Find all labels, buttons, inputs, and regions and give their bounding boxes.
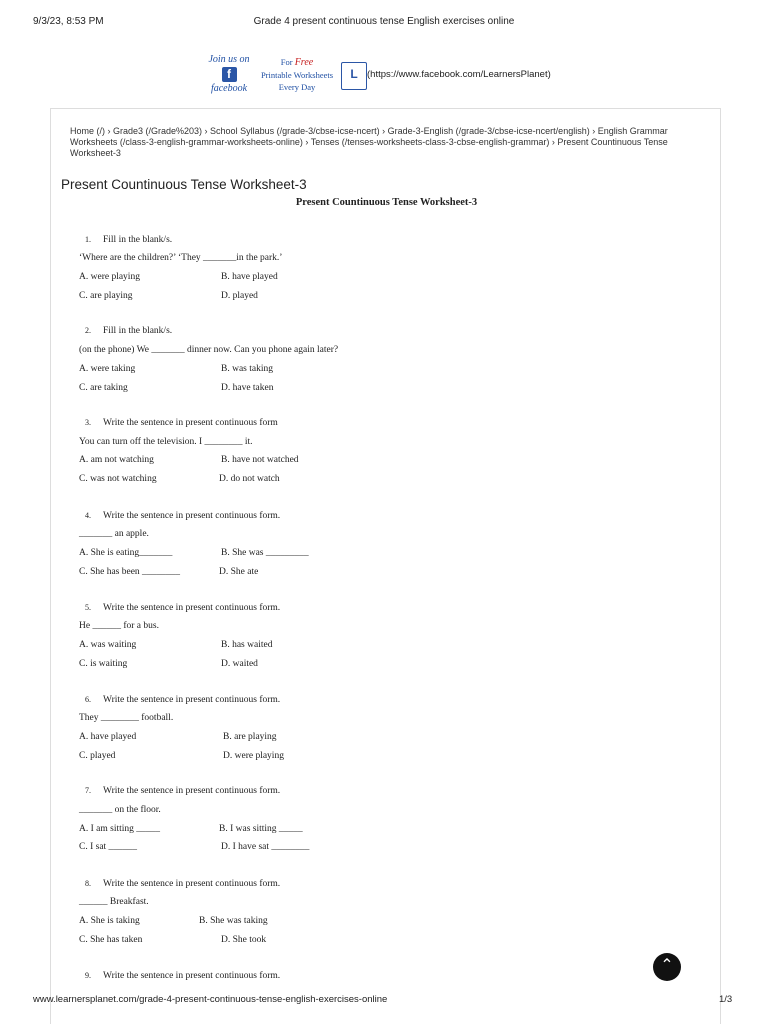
question-sentence: ‘Where are the children?’ ‘They _______in the park.’ [79,253,283,263]
option-b: B. have played [221,272,278,282]
question-instruction: Write the sentence in present continuous form. [103,603,281,613]
option-d: D. waited [221,659,258,669]
option-d: D. do not watch [219,474,280,484]
option-b: B. She was taking [199,916,268,926]
learners-planet-logo-icon: L [341,62,367,90]
question-instruction: Write the sentence in present continuous form [103,418,278,428]
option-c: C. She has taken [79,935,143,945]
join-text: Join us on [208,54,250,65]
option-a: A. have played [79,732,137,742]
option-b: B. are playing [223,732,277,742]
option-c: C. She has been ________ [79,567,181,577]
print-date: 9/3/23, 8:53 PM [33,16,104,27]
worksheet-title: Present Countinuous Tense Worksheet-3 [295,197,478,208]
option-b: B. has waited [221,640,273,650]
question-sentence: ______ Breakfast. [79,897,149,907]
question-instruction: Write the sentence in present continuous form. [103,879,281,889]
question-sentence: You can turn off the television. I ________ it. [79,437,253,447]
option-c: C. is waiting [79,659,128,669]
facebook-link[interactable]: (https://www.facebook.com/LearnersPlanet) [367,69,551,80]
print-title: Grade 4 present continuous tense English exercises online [253,16,515,27]
option-d: D. She ate [219,567,259,577]
question-number: 2. [85,326,91,335]
question-instruction: Write the sentence in present continuous form. [103,786,281,796]
question-number: 1. [85,235,91,244]
free-worksheets-text [255,56,339,93]
question-number: 3. [85,418,91,427]
content-card [50,108,721,1024]
join-facebook-badge[interactable] [205,54,253,95]
option-c: C. played [79,751,116,761]
option-d: D. She took [221,935,267,945]
question-number: 6. [85,695,91,704]
question-number: 4. [85,511,91,520]
option-b: B. I was sitting _____ [219,824,303,834]
facebook-text: facebook [210,83,248,94]
question-sentence: _______ an apple. [79,529,149,539]
page-title: Present Countinuous Tense Worksheet-3 [61,177,307,192]
option-d: D. were playing [223,751,284,761]
scroll-to-top-button[interactable] [653,953,681,981]
option-a: A. was waiting [79,640,137,650]
option-b: B. was taking [221,364,273,374]
option-d: D. I have sat ________ [221,842,310,852]
question-number: 9. [85,971,91,980]
option-a: A. She is taking [79,916,140,926]
question-instruction: Fill in the blank/s. [103,235,173,245]
option-a: A. were taking [79,364,136,374]
print-header [0,16,768,30]
question-sentence: (on the phone) We _______ dinner now. Can you phone again later? [79,345,339,355]
question-instruction: Fill in the blank/s. [103,326,173,336]
option-a: A. She is eating_______ [79,548,173,558]
footer-url: www.learnersplanet.com/grade-4-present-continuous-tense-english-exercises-online [33,994,388,1005]
question-instruction: Write the sentence in present continuous form. [103,695,281,705]
question-sentence: _______ on the floor. [79,805,161,815]
question-sentence: They ________ football. [79,713,174,723]
option-b: B. She was _________ [221,548,309,558]
option-d: D. have taken [221,383,274,393]
option-c: C. are playing [79,291,133,301]
question-instruction: Write the sentence in present continuous form. [103,971,281,981]
question-instruction: Write the sentence in present continuous form. [103,511,281,521]
breadcrumb[interactable]: Home (/) › Grade3 (/Grade%203) › School Syllabus (/grade-3/cbse-icse-ncert) › Grade-3-English (/grade-3/cbse-icse-ncert/english) › English Grammar Worksheets (/class-3-english-grammar-worksheets-online) › Tenses (/tenses-worksheets-class-3-cbse-english-grammar) › Present Countinuous Tense Worksheet-3 [70,126,668,158]
option-d: D. played [221,291,258,301]
for-text: For [280,57,293,67]
question-number: 8. [85,879,91,888]
facebook-icon: f [222,67,237,82]
question-number: 7. [85,786,91,795]
facebook-banner[interactable] [205,54,585,96]
option-c: C. I sat ______ [79,842,138,852]
option-c: C. are taking [79,383,128,393]
option-b: B. have not watched [221,455,299,465]
option-c: C. was not watching [79,474,157,484]
question-number: 5. [85,603,91,612]
print-footer [0,994,768,1008]
option-a: A. were playing [79,272,140,282]
option-a: A. I am sitting _____ [79,824,161,834]
every-day-text: Every Day [278,82,316,92]
question-sentence: He ______ for a bus. [79,621,159,631]
printable-worksheets-text: Printable Worksheets [260,70,334,80]
option-a: A. am not watching [79,455,154,465]
free-text: Free [294,57,314,68]
chevron-up-icon: ⌃ [660,957,674,974]
page-number: 1/3 [719,994,733,1005]
